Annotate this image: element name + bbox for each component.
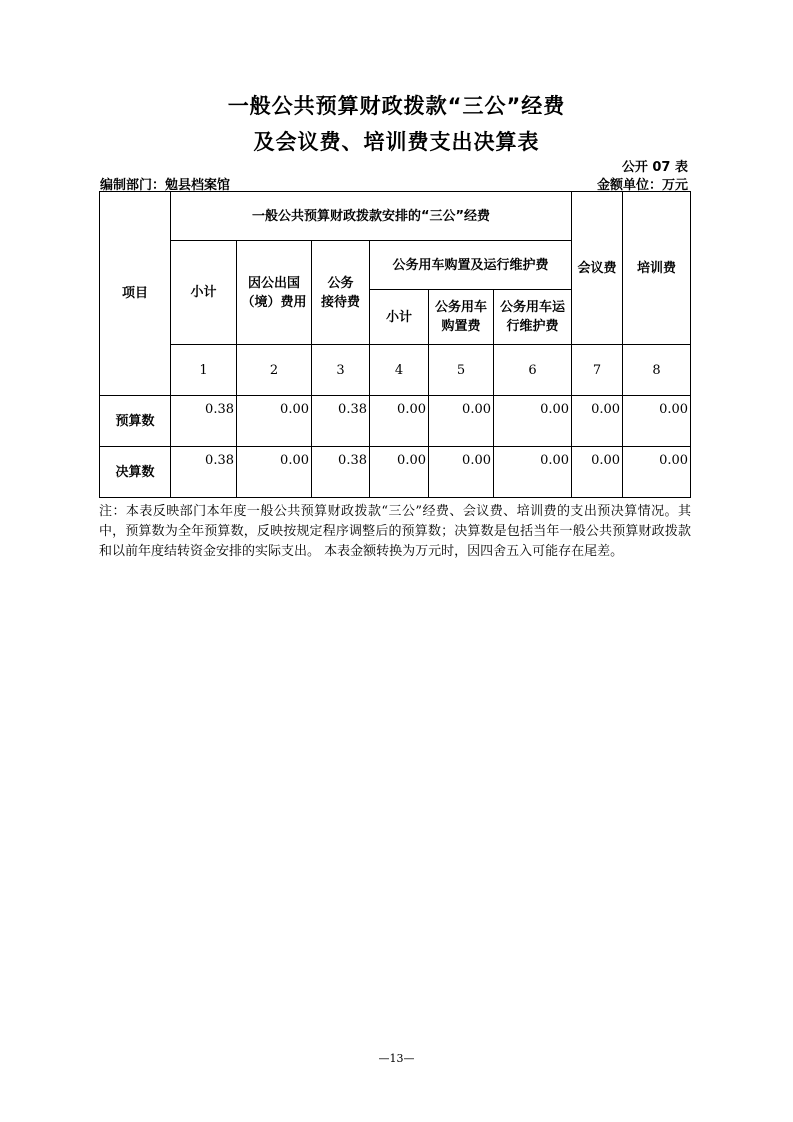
col-number: 5	[429, 345, 494, 396]
row-label-final: 决算数	[100, 447, 171, 498]
cell-budget-vehicle-purchase: 0.00	[429, 396, 494, 447]
cell-final-reception: 0.38	[312, 447, 370, 498]
department-label: 编制部门：勉县档案馆	[100, 178, 231, 193]
cell-final-vehicle-purchase: 0.00	[429, 447, 494, 498]
col-number: 8	[623, 345, 691, 396]
cell-budget-subtotal: 0.38	[171, 396, 237, 447]
page-number: —13—	[378, 1052, 415, 1065]
row-label-budget: 预算数	[100, 396, 171, 447]
cell-final-meeting: 0.00	[572, 447, 623, 498]
cell-budget-vehicle-operation: 0.00	[494, 396, 572, 447]
cell-budget-meeting: 0.00	[572, 396, 623, 447]
header-vehicle-operation: 公务用车运 行维护费	[494, 290, 572, 345]
form-code: 公开 07 表	[621, 160, 688, 175]
header-item: 项目	[100, 192, 171, 396]
col-number: 1	[171, 345, 237, 396]
col-number: 3	[312, 345, 370, 396]
expenditure-table	[99, 191, 691, 498]
cell-final-vehicle-operation: 0.00	[494, 447, 572, 498]
cell-budget-training: 0.00	[623, 396, 691, 447]
amount-unit: 金额单位：万元	[596, 178, 688, 193]
col-number: 6	[494, 345, 572, 396]
header-reception: 公务 接待费	[312, 241, 370, 345]
table-row-final	[100, 447, 691, 498]
header-meeting: 会议费	[572, 192, 623, 345]
header-three-public-group: 一般公共预算财政拨款安排的“三公”经费	[171, 192, 572, 241]
col-number: 4	[370, 345, 429, 396]
header-abroad: 因公出国 （境）费用	[237, 241, 312, 345]
header-training: 培训费	[623, 192, 691, 345]
header-vehicle-group: 公务用车购置及运行维护费	[370, 241, 572, 290]
title-line-2: 及会议费、培训费支出决算表	[253, 130, 540, 154]
cell-budget-abroad: 0.00	[237, 396, 312, 447]
cell-final-training: 0.00	[623, 447, 691, 498]
table-row-budget	[100, 396, 691, 447]
cell-budget-reception: 0.38	[312, 396, 370, 447]
cell-final-subtotal: 0.38	[171, 447, 237, 498]
col-number: 7	[572, 345, 623, 396]
header-vehicle-purchase: 公务用车 购置费	[429, 290, 494, 345]
header-vehicle-subtotal: 小计	[370, 290, 429, 345]
cell-final-vehicle-subtotal: 0.00	[370, 447, 429, 498]
cell-final-abroad: 0.00	[237, 447, 312, 498]
table-note: 注：本表反映部门本年度一般公共预算财政拨款“三公”经费、会议费、培训费的支出预决算情况。其中，预算数为全年预算数，反映按规定程序调整后的预算数；决算数是包括当年一般公共预算财政拨款和以前年度结转资金安排的实际支出。 本表金额转换为万元时，因四舍五入可能存在尾差。	[99, 504, 691, 559]
col-number: 2	[237, 345, 312, 396]
title-line-1: 一般公共预算财政拨款“三公”经费	[227, 94, 566, 118]
header-subtotal: 小计	[171, 241, 237, 345]
cell-budget-vehicle-subtotal: 0.00	[370, 396, 429, 447]
